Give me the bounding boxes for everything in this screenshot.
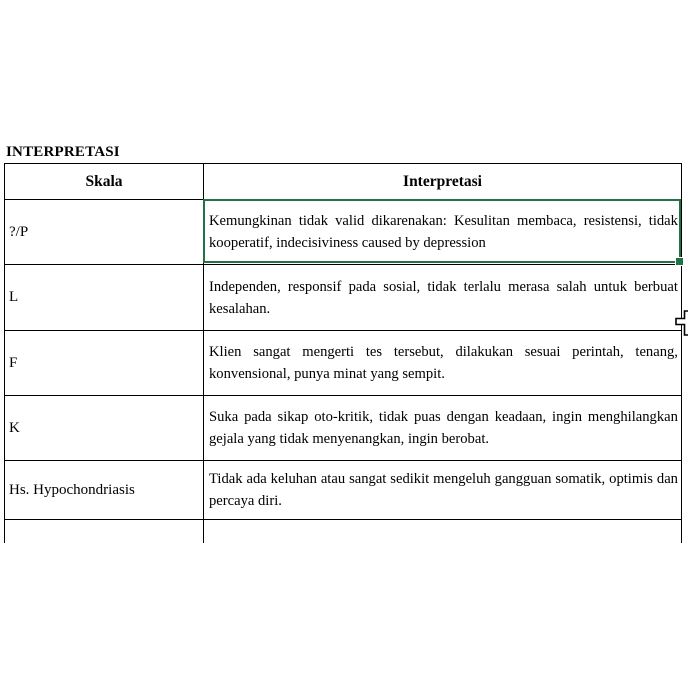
interpretation-table [4, 163, 682, 543]
skala-cell[interactable]: K [4, 396, 204, 460]
interpretasi-cell[interactable] [204, 331, 682, 395]
interpretasi-paragraph [209, 406, 678, 450]
header-skala: Skala [4, 164, 204, 199]
skala-cell[interactable]: ?/P [4, 200, 204, 264]
skala-cell[interactable]: L [4, 265, 204, 330]
interpretasi-line: percaya diri. [209, 493, 282, 509]
interpretasi-paragraph [209, 210, 678, 254]
interpretasi-paragraph [209, 341, 678, 385]
skala-cell[interactable] [4, 520, 204, 543]
table-row [4, 461, 682, 520]
interpretasi-line: kesalahan. [209, 300, 271, 317]
header-row [4, 164, 682, 200]
interpretasi-paragraph [209, 276, 678, 320]
interpretasi-line: Suka pada sikap oto-kritik, tidak puas dengan keadaan, ingin menghilangkan [209, 409, 678, 425]
cross-cursor-icon [675, 310, 688, 336]
interpretasi-cell[interactable] [204, 461, 682, 519]
skala-cell[interactable]: F [4, 331, 204, 395]
interpretasi-line: Tidak ada keluhan atau sangat sedikit mengeluh gangguan somatik, optimis dan [209, 471, 678, 487]
interpretasi-cell[interactable] [204, 265, 682, 330]
interpretasi-paragraph [209, 468, 678, 512]
interpretasi-line: gejala yang tidak menyenangkan, ingin berobat. [209, 431, 490, 447]
table-row [4, 331, 682, 396]
interpretasi-line: konvensional, punya minat yang sempit. [209, 366, 445, 382]
interpretasi-cell[interactable] [204, 520, 682, 543]
interpretasi-line: Klien sangat mengerti tes tersebut, dilakukan sesuai perintah, tenang, [209, 344, 678, 360]
header-interpretasi: Interpretasi [204, 164, 682, 199]
empty-row [4, 520, 682, 543]
table-row [4, 396, 682, 461]
interpretasi-line: Kemungkinan tidak valid dikarenakan: Kesulitan membaca, resistensi, tidak [209, 213, 678, 229]
interpretasi-line: kooperatif, indecisiviness caused by depression [209, 235, 486, 251]
interpretasi-cell[interactable] [204, 396, 682, 460]
table-row [4, 200, 682, 265]
interpretasi-line: Independen, responsif pada sosial, tidak terlalu merasa salah untuk berbuat [209, 278, 678, 295]
table-row [4, 265, 682, 331]
skala-cell[interactable]: Hs. Hypochondriasis [4, 461, 204, 519]
page-title: INTERPRETASI [6, 144, 120, 160]
interpretasi-cell[interactable] [204, 200, 682, 264]
